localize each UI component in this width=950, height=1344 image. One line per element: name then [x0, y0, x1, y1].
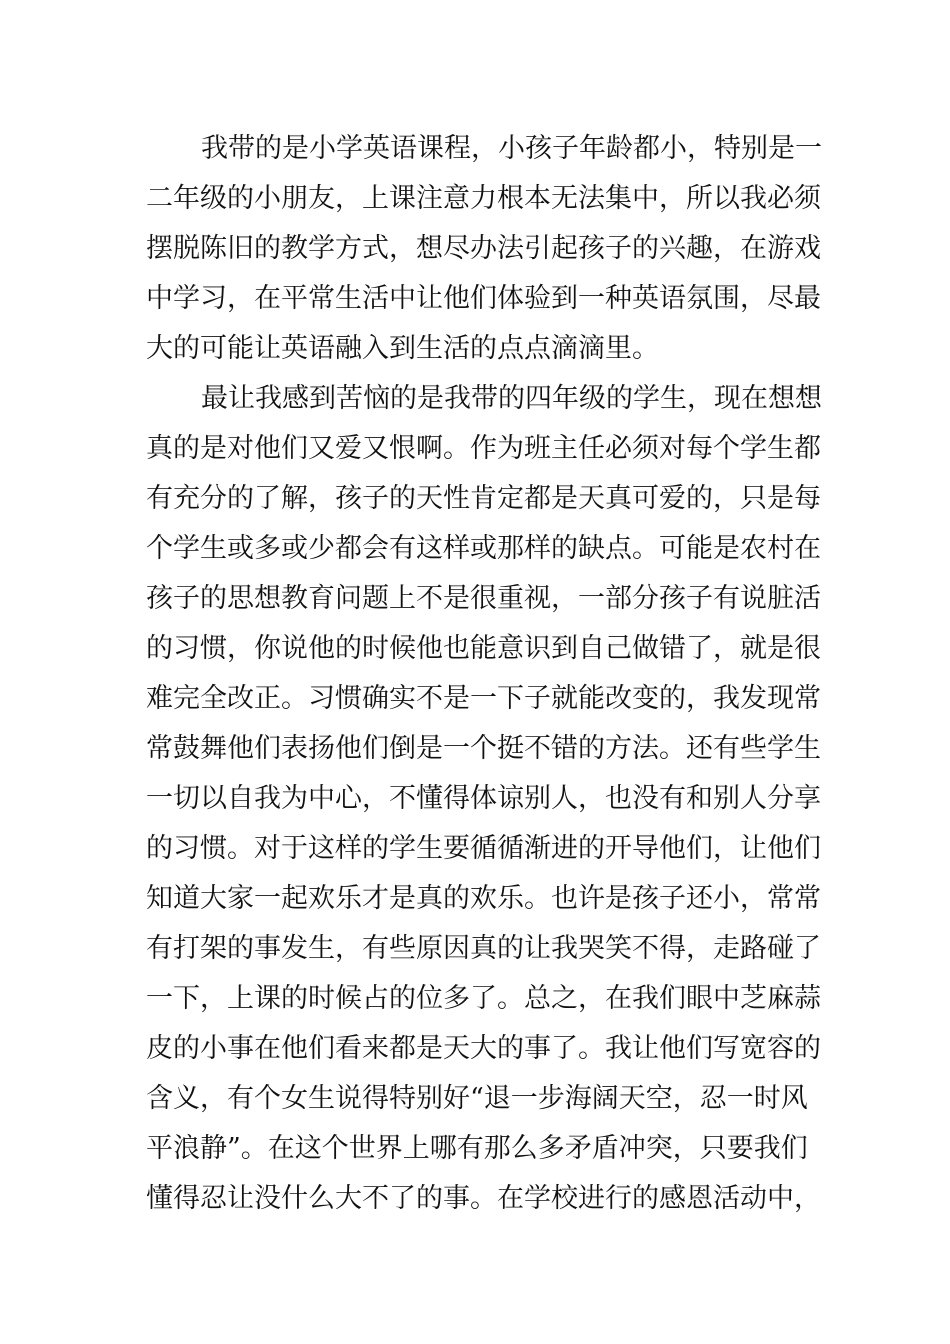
- paragraph-1-line-3: 摆脱陈旧的教学方式，想尽办法引起孩子的兴趣，在游戏: [146, 233, 821, 264]
- paragraph-2-line-16: 平浪静”。在这个世界上哪有那么多矛盾冲突，只要我们: [146, 1133, 808, 1164]
- paragraph-2-line-6: 的习惯，你说他的时候他也能意识到自己做错了，就是很: [146, 633, 821, 664]
- paragraph-2-line-2: 真的是对他们又爱又恨啊。作为班主任必须对每个学生都: [146, 433, 821, 464]
- paragraph-1-line-4: 中学习，在平常生活中让他们体验到一种英语氛围，尽最: [146, 283, 821, 314]
- paragraph-2-line-9: 一切以自我为中心，不懂得体谅别人，也没有和别人分享: [146, 783, 821, 814]
- paragraph-2-line-14: 皮的小事在他们看来都是天大的事了。我让他们写宽容的: [146, 1033, 821, 1064]
- paragraph-1-line-2: 二年级的小朋友，上课注意力根本无法集中，所以我必须: [146, 183, 821, 214]
- paragraph-1-line-1: 我带的是小学英语课程，小孩子年龄都小，特别是一: [201, 133, 822, 164]
- paragraph-2-line-13: 一下，上课的时候占的位多了。总之，在我们眼中芝麻蒜: [146, 983, 821, 1014]
- paragraph-2-line-7: 难完全改正。习惯确实不是一下子就能改变的，我发现常: [146, 683, 821, 714]
- paragraph-2-line-4: 个学生或多或少都会有这样或那样的缺点。可能是农村在: [146, 533, 821, 564]
- paragraph-2-line-17: 懂得忍让没什么大不了的事。在学校进行的感恩活动中，: [146, 1183, 821, 1214]
- paragraph-2-line-10: 的习惯。对于这样的学生要循循渐进的开导他们，让他们: [146, 833, 821, 864]
- paragraph-2-line-1: 最让我感到苦恼的是我带的四年级的学生，现在想想: [201, 383, 822, 414]
- paragraph-2-line-15: 含义，有个女生说得特别好“退一步海阔天空，忍一时风: [146, 1083, 808, 1114]
- paragraph-1-line-5: 大的可能让英语融入到生活的点点滴滴里。: [146, 333, 659, 364]
- paragraph-2-line-3: 有充分的了解，孩子的天性肯定都是天真可爱的，只是每: [146, 483, 821, 514]
- paragraph-2-line-8: 常鼓舞他们表扬他们倒是一个挺不错的方法。还有些学生: [146, 733, 821, 764]
- paragraph-2-line-5: 孩子的思想教育问题上不是很重视，一部分孩子有说脏活: [146, 583, 821, 614]
- paragraph-2-line-12: 有打架的事发生，有些原因真的让我哭笑不得，走路碰了: [146, 933, 821, 964]
- paragraph-2-line-11: 知道大家一起欢乐才是真的欢乐。也许是孩子还小，常常: [146, 883, 821, 914]
